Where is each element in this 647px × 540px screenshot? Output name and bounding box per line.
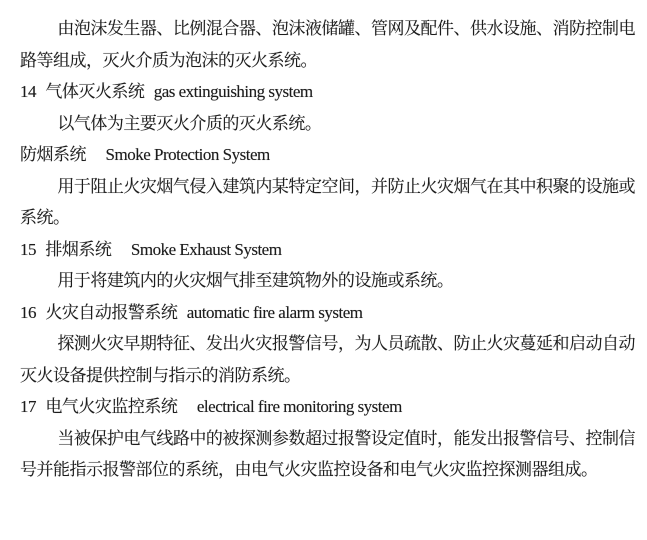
term-name-en: Smoke Protection System xyxy=(105,145,270,164)
term-heading-15-smoke-exhaust xyxy=(20,234,635,266)
term-number: 16 xyxy=(20,302,36,322)
term-number: 15 xyxy=(20,239,36,259)
term-name-zh: 排烟系统 xyxy=(45,239,112,259)
term-name-en: electrical fire monitoring system xyxy=(196,397,402,416)
term-number: 14 xyxy=(20,82,36,101)
term-name-zh: 电气火灾监控系统 xyxy=(45,397,178,416)
term-name-en: automatic fire alarm system xyxy=(186,302,363,322)
term-name-zh: 火灾自动报警系统 xyxy=(45,302,178,322)
term-heading-14-gas-extinguishing xyxy=(20,76,635,108)
paragraph-smoke-protection-definition: 用于阻止火灾烟气侵入建筑内某特定空间，并防止火灾烟气在其中积聚的设施或系统。 xyxy=(20,176,635,227)
paragraph-electrical-fire-monitoring-definition: 当被保护电气线路中的被探测参数超过报警设定值时，能发出报警信号、控制信号并能指示报警部位的系统，由电气火灾监控设备和电气火灾监控探测器组成。 xyxy=(20,428,635,479)
paragraph-foam-system-definition: 由泡沫发生器、比例混合器、泡沫液储罐、管网及配件、供水设施、消防控制电路等组成，灭火介质为泡沫的灭火系统。 xyxy=(20,19,635,70)
paragraph-smoke-exhaust-definition: 用于将建筑内的火灾烟气排至建筑物外的设施或系统。 xyxy=(57,271,454,290)
paragraph-gas-system-definition: 以气体为主要灭火介质的灭火系统。 xyxy=(57,113,322,133)
term-name-en: Smoke Exhaust System xyxy=(130,239,282,259)
term-name-zh: 防烟系统 xyxy=(20,145,86,164)
term-name-en: gas extinguishing system xyxy=(153,82,313,101)
term-name-zh: 气体灭火系统 xyxy=(45,82,145,101)
paragraph-fire-alarm-definition: 探测火灾早期特征、发出火灾报警信号，为人员疏散、防止火灾蔓延和启动自动灭火设备提供控制与指示的消防系统。 xyxy=(20,334,635,385)
term-heading-smoke-protection xyxy=(20,139,635,171)
term-heading-16-automatic-fire-alarm xyxy=(20,297,635,329)
term-heading-17-electrical-fire-monitoring xyxy=(20,391,635,423)
term-number: 17 xyxy=(20,397,36,416)
